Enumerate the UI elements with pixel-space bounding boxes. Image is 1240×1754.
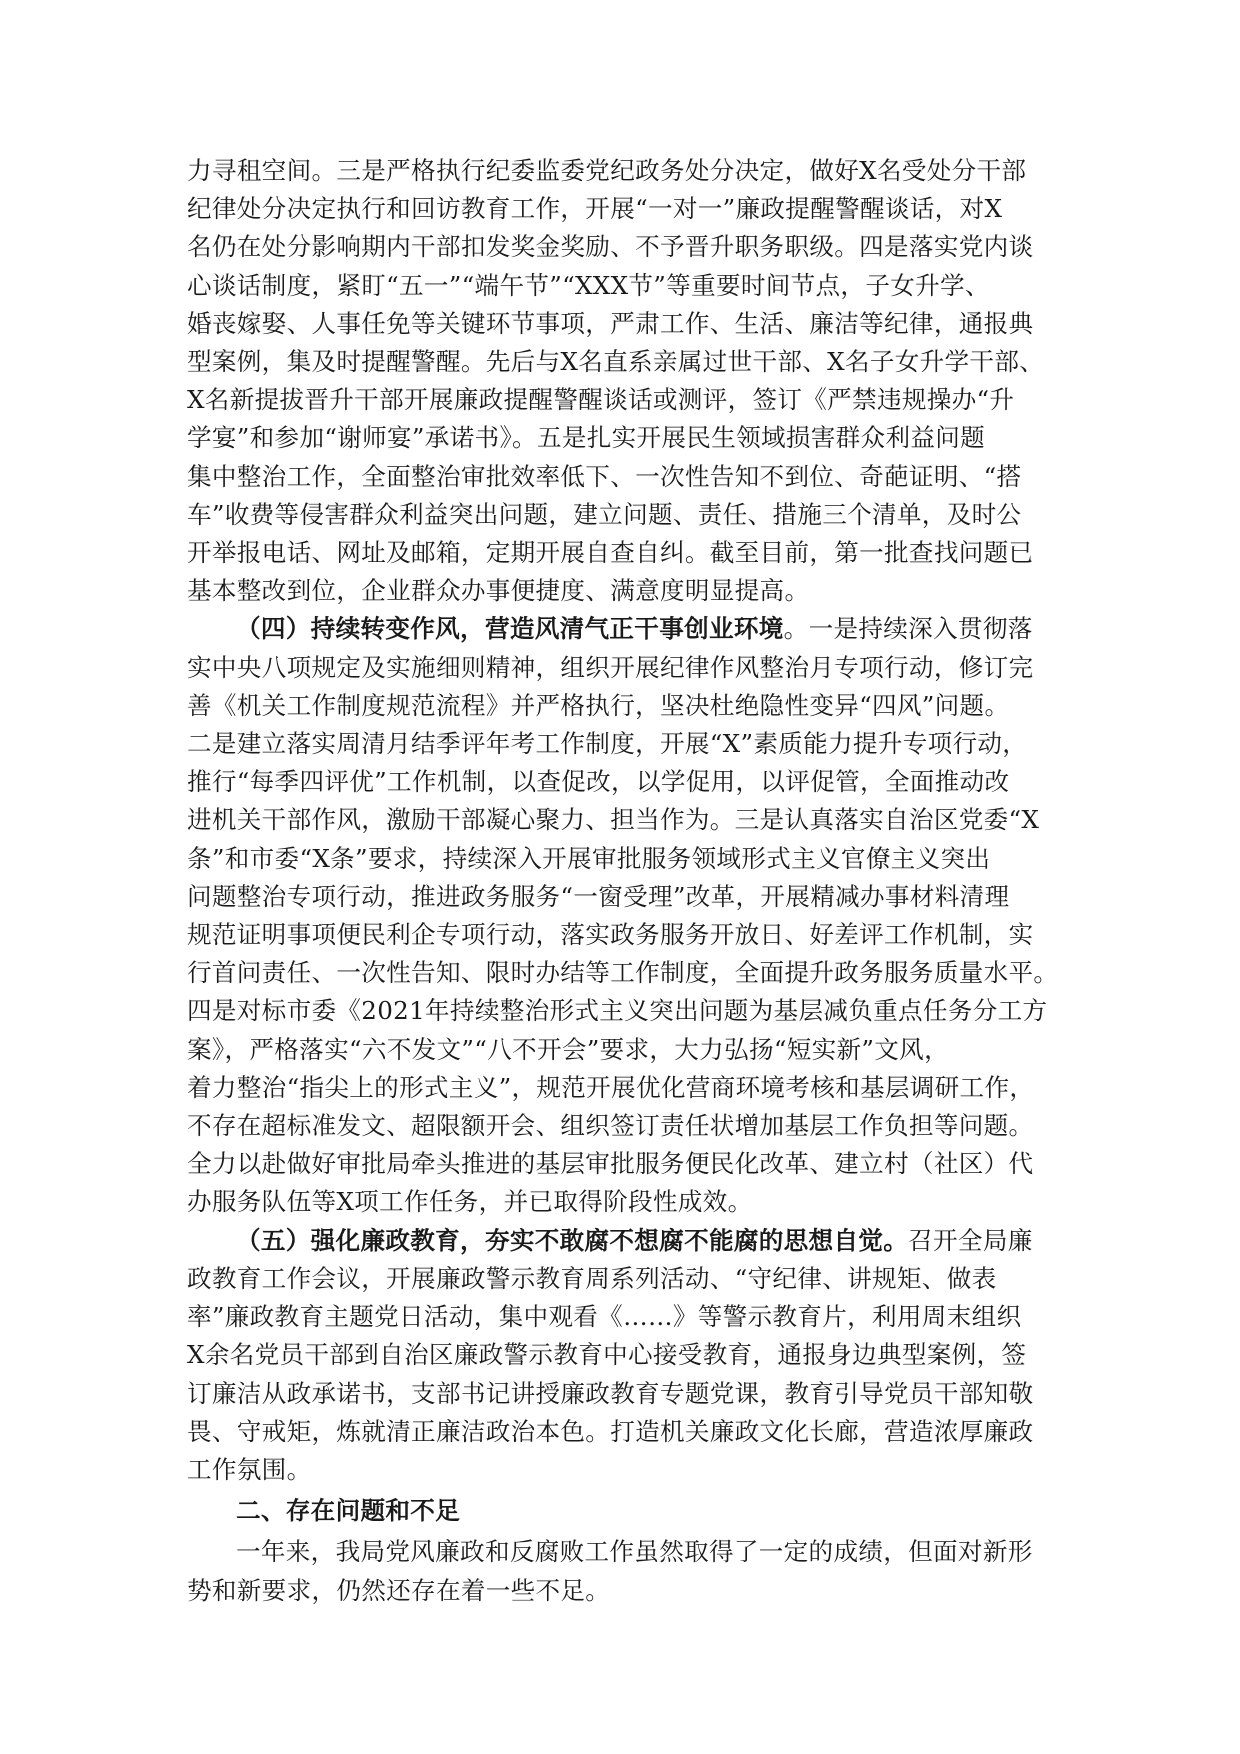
text-line: 型案例，集及时提醒警醒。先后与X名直系亲属过世干部、X名子女升学干部、 (187, 347, 1045, 377)
text-line: 政教育工作会议，开展廉政警示教育周系列活动、“守纪律、讲规矩、做表 (187, 1263, 997, 1293)
section-5-paragraph (187, 1222, 1055, 1489)
section-4-first-line-rest: 。一是持续深入贯彻落 (783, 614, 1033, 644)
text-line: X余名党员干部到自治区廉政警示教育中心接受教育，通报身边典型案例，签 (187, 1340, 1027, 1370)
text-line: 全力以赴做好审批局牵头推进的基层审批服务便民化改革、建立村（社区）代 (187, 1149, 1034, 1179)
text-line: 学宴”和参加“谢师宴”承诺书》。五是扎实开展民生领域损害群众利益问题 (187, 423, 986, 453)
part-2-heading: 二、存在问题和不足 (236, 1496, 461, 1526)
text-line: 案》，严格落实“六不发文”“八不开会”要求，大力弘扬“短实新”文风， (187, 1034, 949, 1064)
text-line: 名仍在处分影响期内干部扣发奖金奖励、不予晋升职务职级。四是落实党内谈 (187, 232, 1034, 262)
text-line: 条”和市委“X条”要求，持续深入开展审批服务领域形式主义官僚主义突出 (187, 843, 991, 873)
text-line: 集中整治工作，全面整治审批效率低下、一次性告知不到位、奇葩证明、“搭 (187, 461, 1022, 491)
text-line: 工作氛围。 (187, 1454, 312, 1484)
text-line: X名新提拔晋升干部开展廉政提醒警醒谈话或测评，签订《严禁违规操办“升 (187, 385, 1015, 415)
document-body (187, 152, 1059, 1610)
text-line: 二是建立落实周清月结季评年考工作制度，开展“X”素质能力提升专项行动， (187, 729, 1028, 759)
text-line: 推行“每季四评优”工作机制，以查促改，以学促用，以评促管，全面推动改 (187, 767, 1010, 797)
text-line: 心谈话制度，紧盯“五一”“端午节”“XXX节”等重要时间节点，子女升学、 (187, 270, 990, 300)
text-line: 畏、守戒矩，炼就清正廉洁政治本色。打造机关廉政文化长廊，营造浓厚廉政 (187, 1416, 1034, 1446)
text-line: 规范证明事项便民利企专项行动，落实政务服务开放日、好差评工作机制，实 (187, 920, 1034, 950)
paragraph-continuation (187, 152, 1055, 610)
section-5-first-line-rest: 召开全局廉 (908, 1225, 1033, 1255)
text-line: 不存在超标准发文、超限额开会、组织签订责任状增加基层工作负担等问题。 (187, 1111, 1034, 1141)
part-2-section (187, 1492, 1055, 1610)
text-line: 四是对标市委《2021年持续整治形式主义突出问题为基层减负重点任务分工方 (187, 996, 1048, 1026)
text-line: 率”廉政教育主题党日活动，集中观看《……》等警示教育片，利用周末组织 (187, 1302, 1022, 1332)
text-line: 纪律处分决定执行和回访教育工作，开展“一对一”廉政提醒警醒谈话，对X (187, 194, 1003, 224)
text-line: 势和新要求，仍然还存在着一些不足。 (187, 1575, 611, 1605)
text-line: 基本整改到位，企业群众办事便捷度、满意度明显提高。 (187, 576, 810, 606)
text-line: 进机关干部作风，激励干部凝心聚力、担当作为。三是认真落实自治区党委“X (187, 805, 1040, 835)
text-line: 善《机关工作制度规范流程》并严格执行，坚决杜绝隐性变异“四风”问题。 (187, 690, 1010, 720)
text-line: 开举报电话、网址及邮箱，定期开展自查自纠。截至目前，第一批查找问题已 (187, 538, 1034, 568)
text-line: 问题整治专项行动，推进政务服务“一窗受理”改革，开展精减办事材料清理 (187, 881, 1010, 911)
section-5-first-line (187, 1222, 1055, 1260)
text-line: 订廉洁从政承诺书，支部书记讲授廉政教育专题党课，教育引导党员干部知敬 (187, 1378, 1034, 1408)
text-line: 行首问责任、一次性告知、限时办结等工作制度，全面提升政务服务质量水平。 (187, 958, 1059, 988)
text-line: 着力整治“指尖上的形式主义”，规范开展优化营商环境考核和基层调研工作， (187, 1072, 1035, 1102)
text-line: 车”收费等侵害群众利益突出问题，建立问题、责任、措施三个清单，及时公 (187, 499, 1022, 529)
text-line: 婚丧嫁娶、人事任免等关键环节事项，严肃工作、生活、廉洁等纪律，通报典 (187, 308, 1034, 338)
section-4-heading: （四）持续转变作风，营造风清气正干事创业环境 (236, 614, 784, 644)
text-line: 力寻租空间。三是严格执行纪委监委党纪政务处分决定，做好X名受处分干部 (187, 156, 1027, 185)
section-4-first-line (187, 610, 1055, 648)
section-5-heading: （五）强化廉政教育，夯实不敢腐不想腐不能腐的思想自觉。 (236, 1225, 909, 1255)
text-line: 办服务队伍等X项工作任务，并已取得阶段性成效。 (187, 1187, 753, 1217)
part-2-first-line: 一年来，我局党风廉政和反腐败工作虽然取得了一定的成绩，但面对新形 (236, 1537, 1033, 1567)
section-4-paragraph (187, 610, 1059, 1221)
text-line: 实中央八项规定及实施细则精神，组织开展纪律作风整治月专项行动，修订完 (187, 652, 1034, 682)
